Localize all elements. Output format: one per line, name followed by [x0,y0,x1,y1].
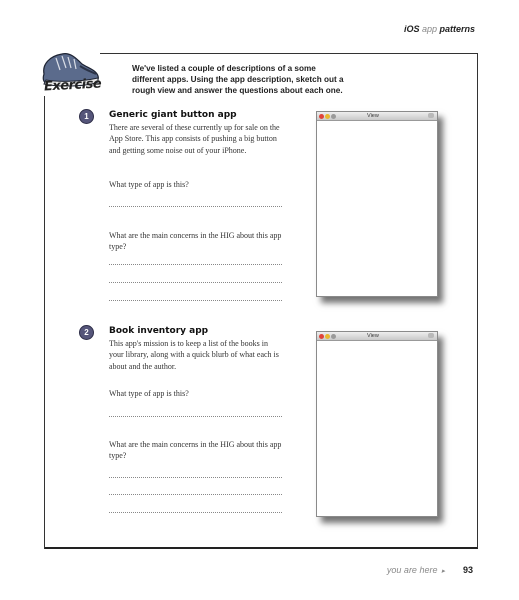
question-hig-concerns: What are the main concerns in the HIG about this app type? [109,440,282,461]
toolbar-toggle-icon[interactable] [428,113,434,118]
window-title-bar [317,112,437,121]
section-description: This app's mission is to keep a list of the books in your library, along with a quick blurb of what each is about and the author. [109,339,279,371]
zoom-icon[interactable] [331,334,336,339]
page-footer [387,565,473,575]
you-are-here-label: you are here ▸ [386,565,445,575]
close-icon[interactable] [319,334,324,339]
sketch-window-2[interactable] [316,331,438,517]
answer-line[interactable] [109,264,282,265]
header-accent: app [421,24,437,34]
exercise-frame-left-edge [44,94,45,549]
zoom-icon[interactable] [331,114,336,119]
answer-line[interactable] [109,477,282,478]
answer-line[interactable] [109,512,282,513]
minimize-icon[interactable] [325,114,330,119]
section-description: There are several of these currently up for sale on the App Store. This app consists of pushing a big button and getting some noise out of your iPhone. [109,123,280,155]
window-title: View [367,333,379,339]
exercise-label: Exercise [43,76,102,95]
section-title: Book inventory app [109,326,209,336]
answer-line[interactable] [109,300,282,301]
answer-line[interactable] [109,282,282,283]
page-number: 93 [462,565,473,575]
section-title: Generic giant button app [109,110,237,120]
question-app-type: What type of app is this? [109,389,189,398]
answer-line[interactable] [109,416,282,417]
minimize-icon[interactable] [325,334,330,339]
page-header [404,24,475,34]
toolbar-toggle-icon[interactable] [428,333,434,338]
question-app-type: What type of app is this? [109,180,189,189]
section-number-badge: 2 [80,326,93,339]
question-hig-concerns: What are the main concerns in the HIG about this app type? [109,231,282,252]
header-suffix: patterns [436,24,475,34]
close-icon[interactable] [319,114,324,119]
window-title: View [367,113,379,119]
sketch-window-1[interactable] [316,111,438,297]
header-prefix: iOS [403,24,422,34]
answer-line[interactable] [109,206,282,207]
window-title-bar [317,332,437,341]
answer-line[interactable] [109,494,282,495]
exercise-intro: We've listed a couple of descriptions of a some different apps. Using the app description, sketch out a rough view and answer the questions about each one. [132,64,344,95]
section-number-badge: 1 [80,110,93,123]
arrow-right-icon: ▸ [441,568,445,575]
